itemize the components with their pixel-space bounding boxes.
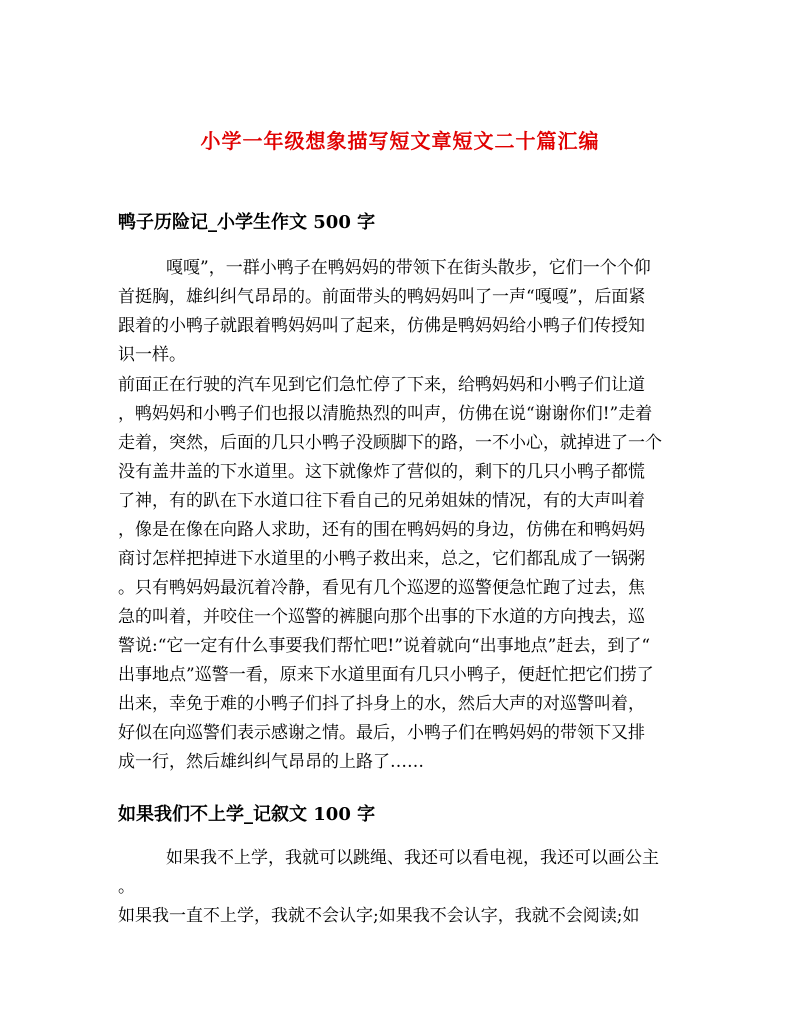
paragraph-line: 跟着的小鸭子就跟着鸭妈妈叫了起来，仿佛是鸭妈妈给小鸭子们传授知	[118, 316, 645, 336]
paragraph-line: 嘎嘎”，一群小鸭子在鸭妈妈的带领下在街头散步，它们一个个仰	[166, 258, 651, 278]
paragraph-line: 好似在向巡警们表示感谢之情。最后，小鸭子们在鸭妈妈的带领下又排	[118, 723, 645, 743]
paragraph-line: ，像是在像在向路人求助，还有的围在鸭妈妈的身边，仿佛在和鸭妈妈	[118, 520, 645, 540]
paragraph-line: 出来，幸免于难的小鸭子们抖了抖身上的水，然后大声的对巡警叫着，	[118, 694, 645, 714]
paragraph-line: 首挺胸，雄纠纠气昂昂的。前面带头的鸭妈妈叫了一声“嘎嘎”，后面紧	[118, 287, 646, 307]
document-title: 小学一年级想象描写短文章短文二十篇汇编	[200, 129, 600, 153]
paragraph-line: 急的叫着，并咬住一个巡警的裤腿向那个出事的下水道的方向拽去，巡	[118, 607, 645, 627]
paragraph-line: 前面正在行驶的汽车见到它们急忙停了下来，给鸭妈妈和小鸭子们让道	[118, 375, 645, 395]
section-heading-duckling-adventure: 鸭子历险记_小学生作文 500 字	[118, 212, 376, 233]
paragraph-line: 。只有鸭妈妈最沉着冷静，看见有几个巡逻的巡警便急忙跑了过去，焦	[118, 578, 645, 598]
paragraph-line: 走着，突然，后面的几只小鸭子没顾脚下的路，一不小心，就掉进了一个	[118, 433, 662, 453]
paragraph-line: 成一行，然后雄纠纠气昂昂的上路了……	[118, 752, 424, 772]
paragraph-line: 如果我不上学，我就可以跳绳、我还可以看电视，我还可以画公主	[166, 848, 659, 868]
paragraph-line: 识一样。	[118, 345, 186, 365]
paragraph-line: 。	[118, 877, 135, 897]
paragraph-line: 了神，有的趴在下水道口往下看自己的兄弟姐妹的情况，有的大声叫着	[118, 491, 645, 511]
paragraph-line: 没有盖井盖的下水道里。这下就像炸了营似的，剩下的几只小鸭子都慌	[118, 462, 645, 482]
paragraph-line: ，鸭妈妈和小鸭子们也报以清脆热烈的叫声，仿佛在说“谢谢你们!”走着	[118, 404, 653, 424]
paragraph-line: 出事地点”巡警一看，原来下水道里面有几只小鸭子，便赶忙把它们捞了	[118, 665, 654, 685]
paragraph-line: 如果我一直不上学，我就不会认字;如果我不会认字，我就不会阅读;如	[118, 906, 640, 926]
paragraph-line: 商讨怎样把掉进下水道里的小鸭子救出来，总之，它们都乱成了一锅粥	[118, 549, 645, 569]
paragraph-line: 警说:“它一定有什么事要我们帮忙吧!”说着就向“出事地点”赶去，到了“	[118, 636, 651, 656]
section-heading-if-no-school: 如果我们不上学_记叙文 100 字	[118, 804, 376, 825]
